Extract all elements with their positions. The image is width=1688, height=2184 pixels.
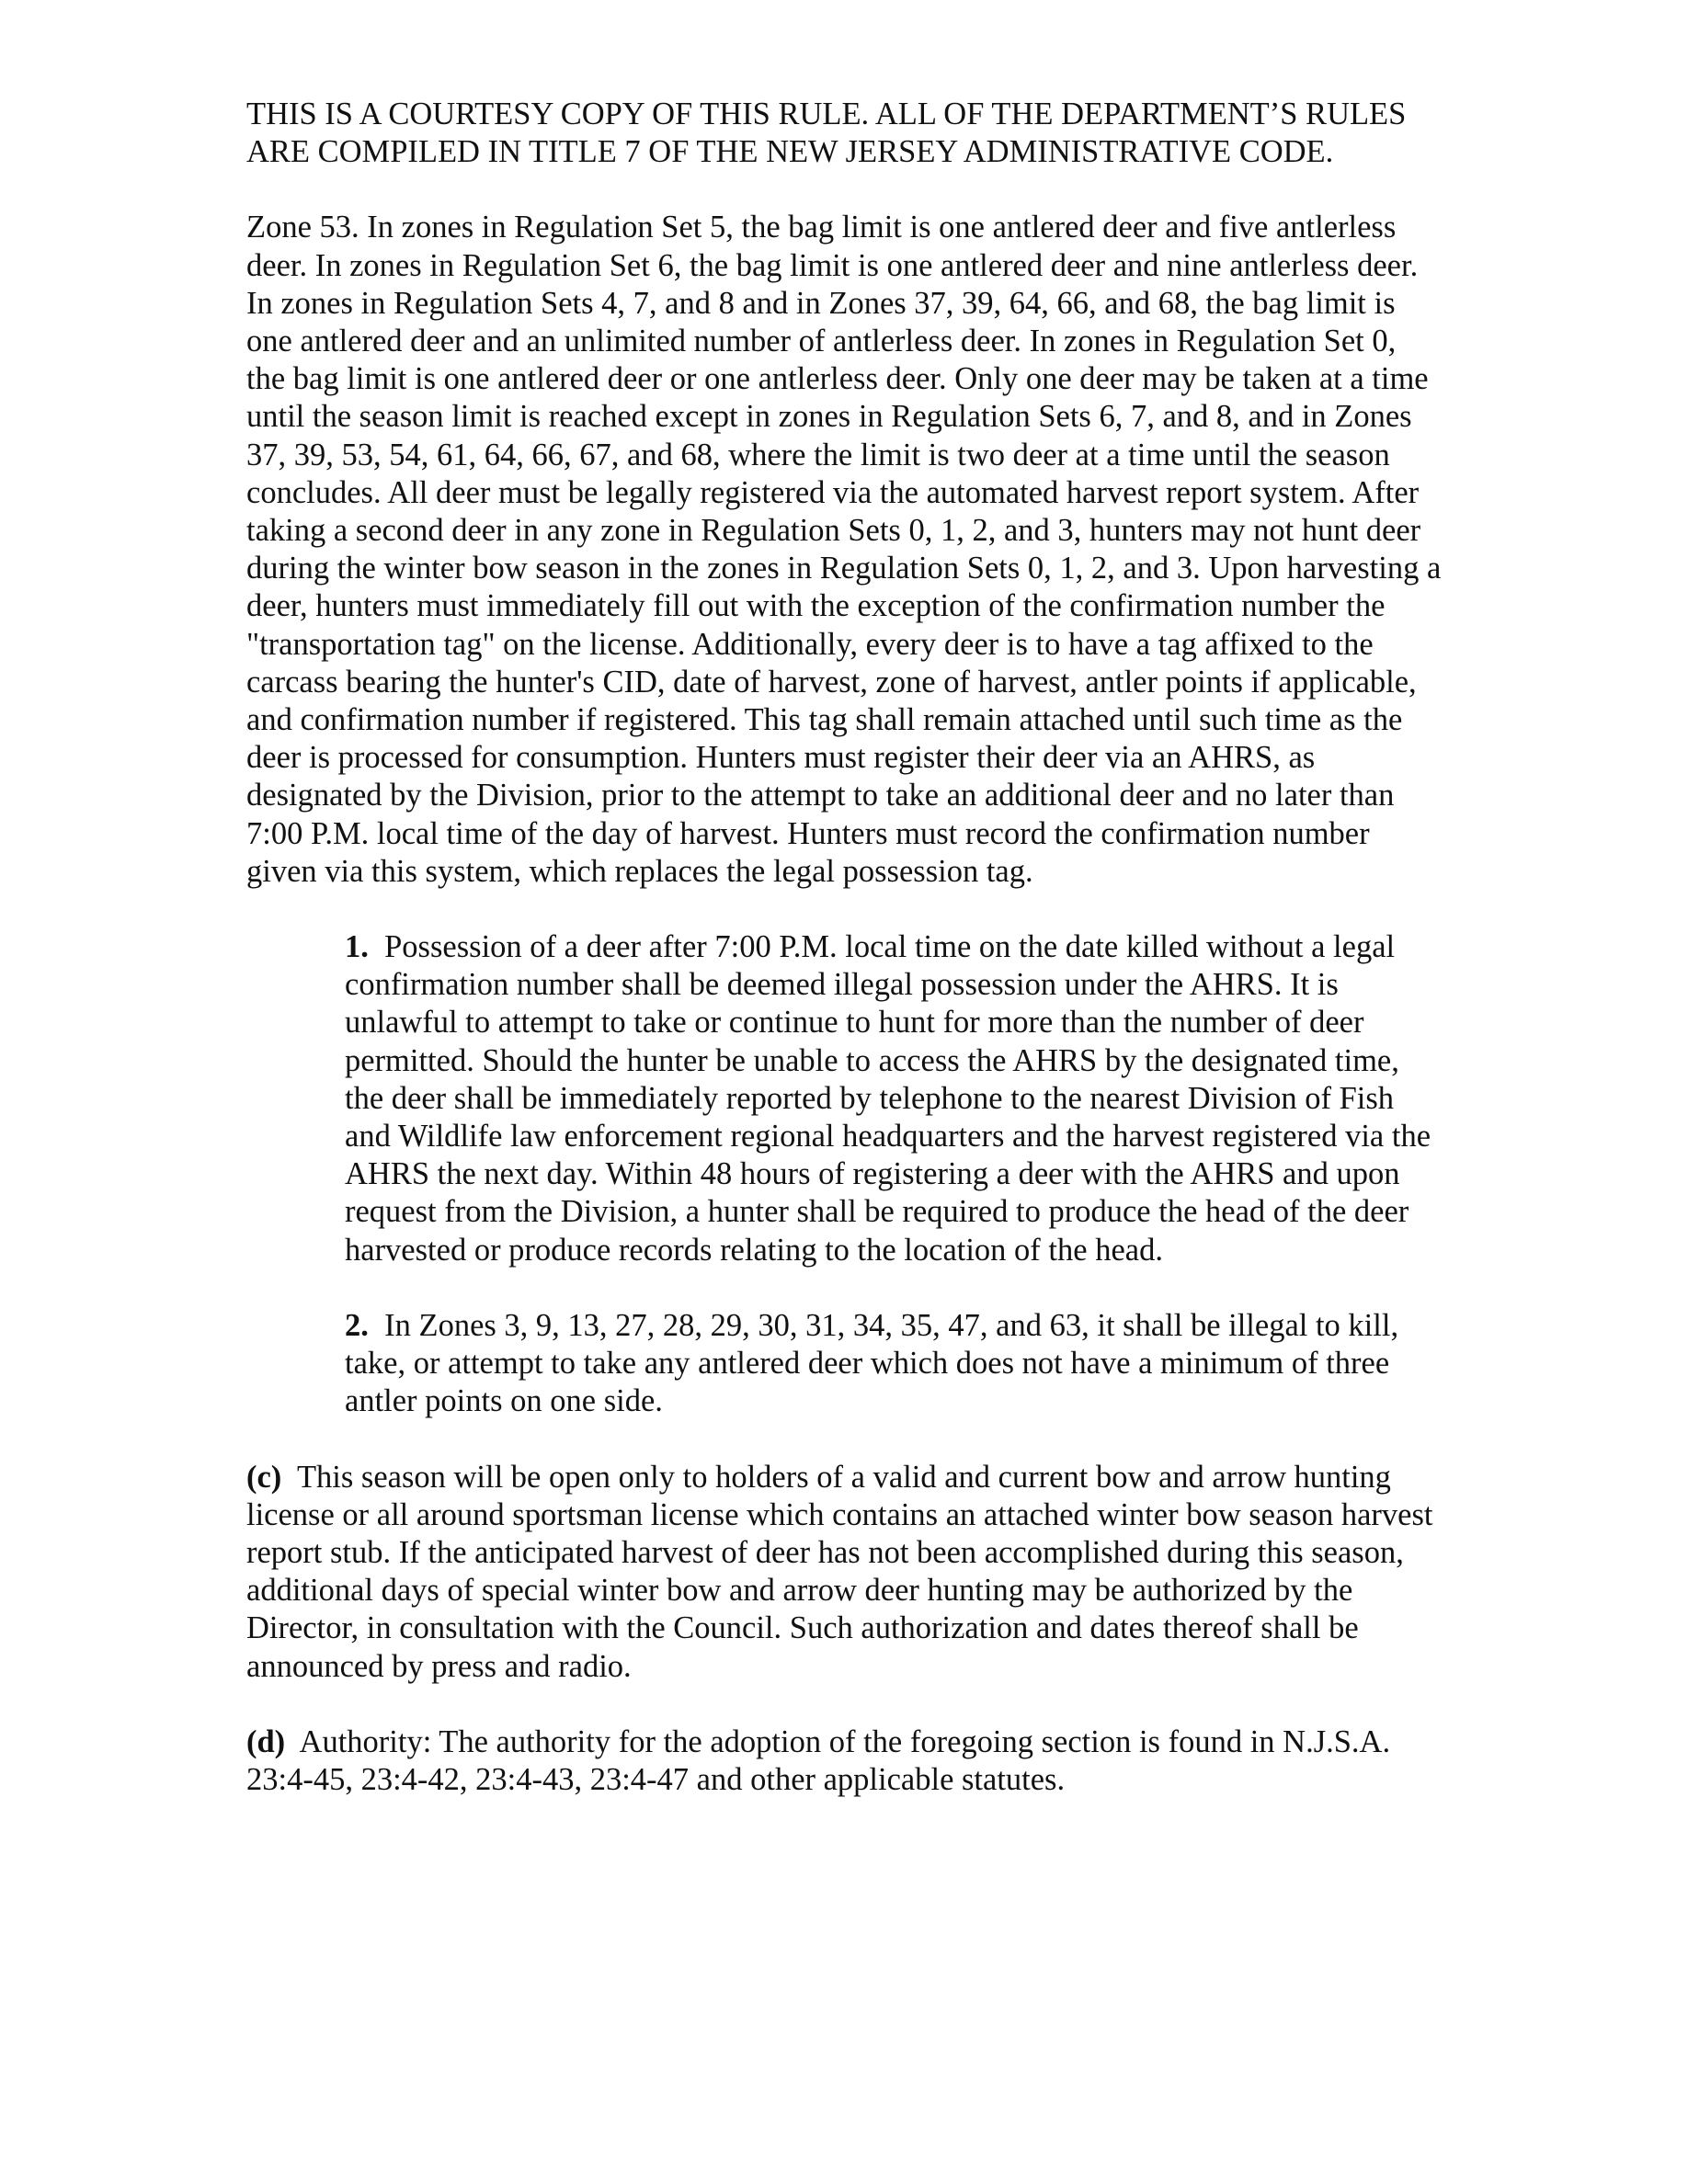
- list-item-label: 2.: [345, 1307, 369, 1343]
- list-item-2: [345, 1307, 1439, 1421]
- section-label: (d): [246, 1723, 286, 1759]
- spacer: [246, 1269, 1442, 1307]
- section-text: Authority: The authority for the adoption of the foregoing section is found in N.J.S.A. 23:4-45, 23:4-42, 23:4-43, 23:4-47 and other applicable statutes.: [246, 1723, 1391, 1797]
- list-item-1: [345, 928, 1439, 1269]
- document-page: [246, 96, 1442, 1799]
- section-label: (c): [246, 1459, 282, 1495]
- courtesy-notice: THIS IS A COURTESY COPY OF THIS RULE. ALL OF THE DEPARTMENT’S RULES ARE COMPILED IN TITLE 7 OF THE NEW JERSEY ADMINISTRATIVE CODE.: [246, 97, 1407, 170]
- section-d: [246, 1723, 1442, 1799]
- list-item-text: In Zones 3, 9, 13, 27, 28, 29, 30, 31, 34, 35, 47, and 63, it shall be illegal to kill, take, or attempt to take any antlered deer which does not have a minimum of three antler points on one side.: [345, 1307, 1399, 1419]
- list-item-label: 1.: [345, 929, 369, 965]
- spacer: [246, 171, 1442, 209]
- section-c: [246, 1459, 1442, 1686]
- section-text: This season will be open only to holders of a valid and current bow and arrow hunting license or all around sportsman license which contains an attached winter bow season harvest report stub. If the anticipated harvest of deer has not been accomplished during this season, additional days of special winter bow and arrow deer hunting may be authorized by the Director, in consultation with the Council. Such authorization and dates thereof shall be announced by press and radio.: [246, 1459, 1433, 1684]
- list-item-text: Possession of a deer after 7:00 P.M. local time on the date killed without a legal confirmation number shall be deemed illegal possession under the AHRS. It is unlawful to attempt to take or continue to hunt for more than the number of deer permitted. Should the hunter be unable to access the AHRS by the designated time, the deer shall be immediately reported by telephone to the nearest Division of Fish and Wildlife law enforcement regional headquarters and the harvest registered via the AHRS the next day. Within 48 hours of registering a deer with the AHRS and upon request from the Division, a hunter shall be required to produce the head of the deer harvested or produce records relating to the location of the head.: [345, 929, 1431, 1268]
- spacer: [246, 1421, 1442, 1459]
- spacer: [246, 891, 1442, 928]
- intro-paragraph: Zone 53. In zones in Regulation Set 5, the bag limit is one antlered deer and five antlerless deer. In zones in Regulation Set 6, the bag limit is one antlered deer and nine antlerless deer. In zones in Regulation Sets 4, 7, and 8 and in Zones 37, 39, 64, 66, and 68, the bag limit is one antlered deer and an unlimited number of antlerless deer. In zones in Regulation Set 0, the bag limit is one antlered deer or one antlerless deer. Only one deer may be taken at a time until the season limit is reached except in zones in Regulation Sets 6, 7, and 8, and in Zones 37, 39, 53, 54, 61, 64, 66, 67, and 68, where the limit is two deer at a time until the season concludes. All deer must be legally registered via the automated harvest report system. After taking a second deer in any zone in Regulation Sets 0, 1, 2, and 3, hunters may not hunt deer during the winter bow season in the zones in Regulation Sets 0, 1, 2, and 3. Upon harvesting a deer, hunters must immediately fill out with the exception of the confirmation number the "transportation tag" on the license. Additionally, every deer is to have a tag affixed to the carcass bearing the hunter's CID, date of harvest, zone of harvest, antler points if applicable, and confirmation number if registered. This tag shall remain attached until such time as the deer is processed for consumption. Hunters must register their deer via an AHRS, as designated by the Division, prior to the attempt to take an additional deer and no later than 7:00 P.M. local time of the day of harvest. Hunters must record the confirmation number given via this system, which replaces the legal possession tag.: [246, 210, 1442, 889]
- spacer: [246, 1686, 1442, 1723]
